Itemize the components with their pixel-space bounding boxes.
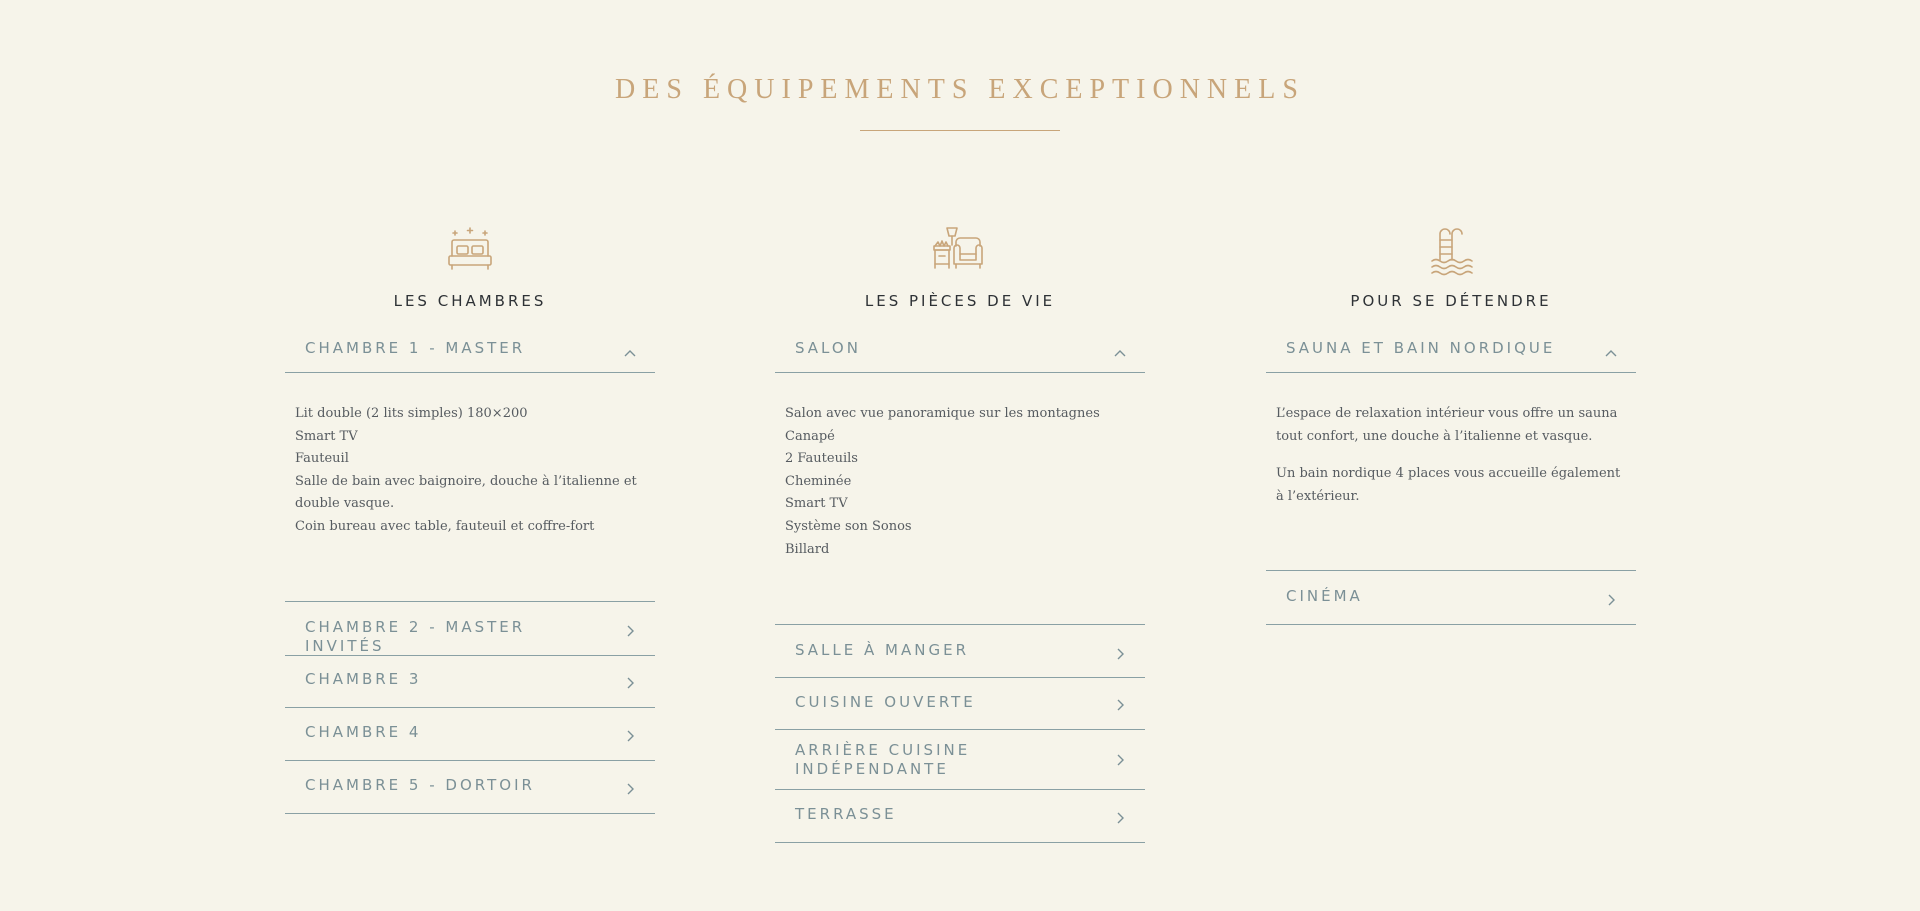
chevron-right-icon[interactable] — [1604, 593, 1618, 607]
accordion-label: SAUNA ET BAIN NORDIQUE — [1286, 339, 1556, 357]
panel-line: Smart TV — [295, 428, 358, 444]
chevron-right-icon[interactable] — [1113, 698, 1127, 712]
column-title: LES PIÈCES DE VIE — [864, 292, 1056, 310]
column-pieces-de-vie — [775, 0, 1145, 911]
panel-paragraph: L’espace de relaxation intérieur vous offre un sauna tout confort, une douche à l’italienne et vasque. — [1276, 406, 1618, 444]
accordion-label: CUISINE OUVERTE — [795, 693, 976, 711]
bed-icon — [435, 226, 505, 276]
accordion-panel-chambre-1 — [295, 403, 640, 539]
panel-line: Salon avec vue panoramique sur les montagnes — [785, 406, 1100, 421]
column-detente — [1266, 0, 1636, 911]
accordion-label: SALLE À MANGER — [795, 641, 969, 659]
panel-line: Cheminée — [785, 473, 852, 489]
panel-line: Système son Sonos — [785, 518, 912, 534]
panel-line: Smart TV — [785, 496, 848, 512]
column-title: POUR SE DÉTENDRE — [1350, 292, 1552, 310]
accordion-chambre-4[interactable] — [285, 708, 655, 761]
panel-line: Fauteuil — [295, 451, 349, 467]
accordion-chambre-3[interactable] — [285, 655, 655, 708]
chevron-up-icon[interactable] — [623, 346, 637, 360]
panel-line: Coin bureau avec table, fauteuil et coffre-fort — [295, 518, 595, 534]
chevron-right-icon[interactable] — [623, 624, 637, 638]
panel-paragraph: Un bain nordique 4 places vous accueille également à l’extérieur. — [1276, 466, 1621, 504]
column-title: LES CHAMBRES — [393, 292, 547, 310]
panel-line: Canapé — [785, 428, 835, 444]
accordion-label: SALON — [795, 339, 861, 357]
accordion-panel-salon — [785, 403, 1130, 561]
accordion-sauna[interactable] — [1266, 333, 1636, 373]
accordion-label: ARRIÈRE CUISINE INDÉPENDANTE — [795, 741, 971, 778]
panel-line: Lit double (2 lits simples) 180×200 — [295, 406, 528, 421]
chevron-right-icon[interactable] — [1113, 811, 1127, 825]
chevron-up-icon[interactable] — [1604, 346, 1618, 360]
accordion-label: CHAMBRE 3 — [305, 670, 422, 688]
accordion-chambre-5[interactable] — [285, 761, 655, 814]
column-chambres — [285, 0, 655, 911]
panel-line: Billard — [785, 541, 830, 557]
panel-line: 2 Fauteuils — [785, 451, 858, 467]
panel-line: Salle de bain avec baignoire, douche à l’italienne et — [295, 473, 637, 489]
accordion-chambre-2[interactable] — [285, 601, 655, 656]
panel-line: double vasque. — [295, 496, 395, 512]
chevron-right-icon[interactable] — [623, 782, 637, 796]
accordion-chambre-1[interactable] — [285, 333, 655, 373]
chevron-right-icon[interactable] — [623, 676, 637, 690]
section-title: DES ÉQUIPEMENTS EXCEPTIONNELS — [615, 74, 1305, 105]
accordion-salon[interactable] — [775, 333, 1145, 373]
accordion-label: CHAMBRE 1 - MASTER — [305, 339, 526, 357]
accordion-label: CHAMBRE 4 — [305, 723, 422, 741]
accordion-salle-a-manger[interactable] — [775, 624, 1145, 678]
accordion-terrasse[interactable] — [775, 790, 1145, 843]
accordion-label: TERRASSE — [795, 805, 897, 823]
accordion-label: CHAMBRE 2 - MASTER INVITÉS — [305, 618, 526, 655]
accordion-arriere-cuisine[interactable] — [775, 730, 1145, 790]
chevron-right-icon[interactable] — [623, 729, 637, 743]
living-room-icon — [925, 226, 995, 276]
pool-ladder-icon — [1416, 226, 1486, 276]
accordion-label: CHAMBRE 5 - DORTOIR — [305, 776, 535, 794]
accordion-cinema[interactable] — [1266, 570, 1636, 625]
chevron-up-icon[interactable] — [1113, 346, 1127, 360]
accordion-label: CINÉMA — [1286, 587, 1363, 605]
chevron-right-icon[interactable] — [1113, 647, 1127, 661]
chevron-right-icon[interactable] — [1113, 753, 1127, 767]
accordion-cuisine-ouverte[interactable] — [775, 677, 1145, 730]
accordion-panel-sauna — [1276, 403, 1621, 523]
